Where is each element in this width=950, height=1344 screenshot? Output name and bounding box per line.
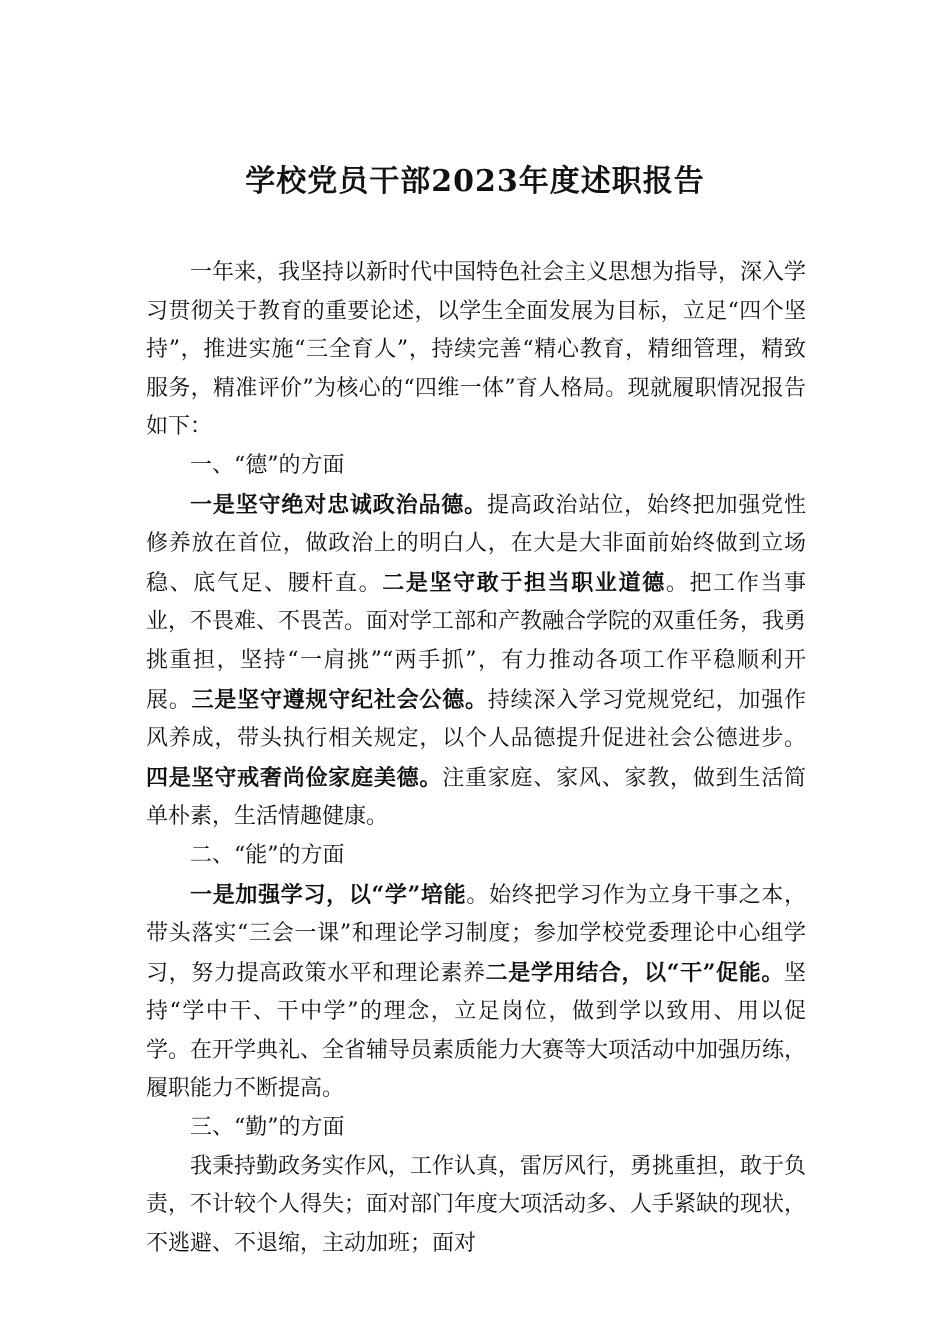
section-paragraph-qin [146, 1148, 806, 1264]
section-paragraph-neng [146, 876, 806, 1110]
section-heading-de: 一、“德”的方面 [190, 452, 345, 478]
section-heading-neng: 二、“能”的方面 [190, 842, 345, 868]
bold-lead-text: 二是坚守敢于担当职业道德 [382, 569, 666, 596]
body-text-run: 我秉持勤政务实作风，工作认真，雷厉风行，勇挑重担，敢于负责，不计较个人得失；面对部门年度大项活动多、人手紧缺的现状，不逃避、不退缩，主动加班；面对 [146, 1153, 807, 1256]
intro-paragraph: 一年来，我坚持以新时代中国特色社会主义思想为指导，深入学习贯彻关于教育的重要论述，以学生全面发展为目标，立足“四个坚持”，推进实施“三全育人”，持续完善“精心教育，精细管理，精致服务，精准评价”为核心的“四维一体”育人格局。现就履职情况报告如下： [146, 260, 807, 440]
bold-lead-text: 二是学用结合，以“干”促能。 [485, 959, 784, 986]
document-body [146, 254, 806, 1263]
bold-lead-text: 一是坚守绝对忠诚政治品德。 [190, 491, 487, 518]
bold-lead-text: 一是加强学习，以“学”培能 [190, 881, 467, 908]
document-title: 学校党员干部2023年度述职报告 [245, 164, 705, 199]
body-text-run: 。始终把学习作为立身干事之本，带头落实“三会一课”和理论学习制度；参加学校党委理论中心组学习，努力提高政策水平和理论素养 [146, 882, 806, 986]
bold-lead-text: 四是坚守戒奢尚俭家庭美德。 [146, 764, 443, 791]
bold-lead-text: 三是坚守遵规守纪社会公德。 [191, 686, 488, 713]
body-text-run: 坚持“学中干、干中学”的理念，立足岗位，做到学以致用、用以促学。在开学典礼、全省辅导员素质能力大赛等大项活动中加强历练，履职能力不断提高。 [146, 960, 807, 1102]
body-text-run: 注重家庭、家风、家教，做到生活简单朴素，生活情趣健康。 [146, 765, 806, 830]
body-text-run: 提高政治站位，始终把加强党性修养放在首位，做政治上的明白人，在大是大非面前始终做到立场稳、底气足、腰杆直。 [146, 492, 806, 596]
section-heading-qin: 三、“勤”的方面 [190, 1115, 345, 1141]
body-text-run: 持续深入学习党规党纪，加强作风养成，带头执行相关规定，以个人品德提升促进社会公德进步。 [146, 687, 806, 752]
section-paragraph-de [146, 486, 806, 837]
body-text-run: 。把工作当事业，不畏难、不畏苦。面对学工部和产教融合学院的双重任务，我勇挑重担，坚持“一肩挑”“两手抓”，有力推动各项工作平稳顺利开展。 [146, 570, 807, 713]
